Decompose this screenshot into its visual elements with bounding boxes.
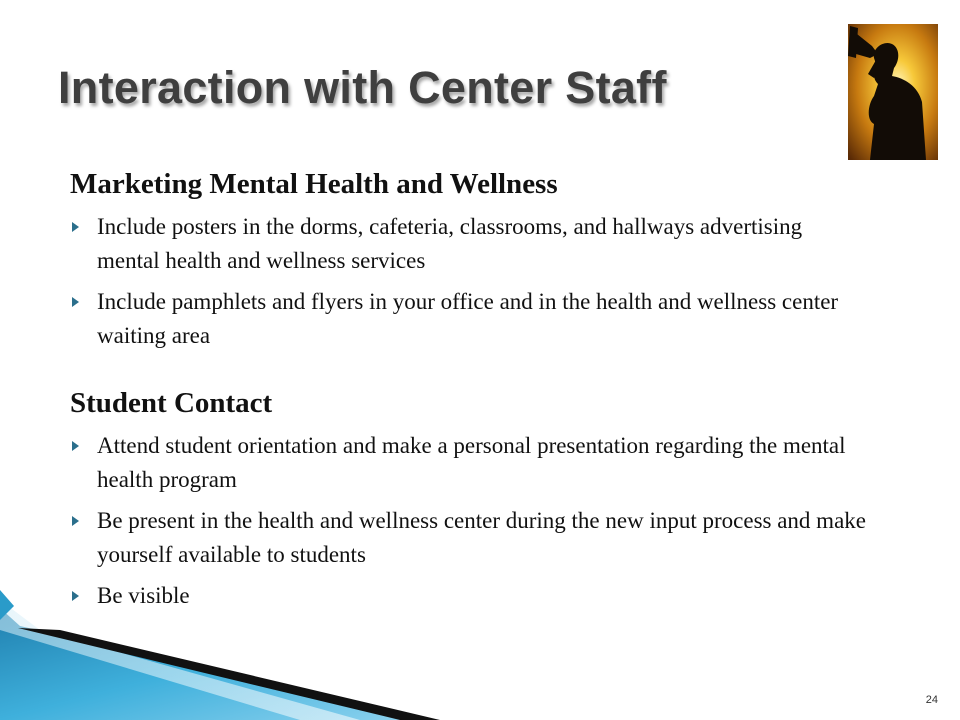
bullet-text: Be present in the health and wellness center during the new input process and make yourself available to students (97, 508, 866, 567)
section-heading-student-contact: Student Contact (70, 387, 273, 419)
arrow-bullet-icon (72, 222, 79, 232)
section-heading-marketing: Marketing Mental Health and Wellness (70, 168, 558, 200)
bullet-text: Attend student orientation and make a personal presentation regarding the mental health program (97, 433, 846, 492)
bullet-text: Include pamphlets and flyers in your office and in the health and wellness center waiting area (97, 289, 839, 348)
page-number: 24 (925, 694, 938, 706)
megaphone-photo (848, 24, 938, 160)
corner-decoration (0, 590, 600, 720)
bullet-text: Be visible (97, 583, 190, 608)
bullet-list-student-contact (70, 429, 870, 613)
arrow-bullet-icon (72, 516, 79, 526)
bullet-item (70, 285, 870, 353)
bullet-item (70, 429, 870, 497)
arrow-bullet-icon (72, 441, 79, 451)
bullet-item (70, 504, 870, 572)
bullet-item (70, 210, 870, 278)
slide-title: Interaction with Center Staff (58, 62, 667, 113)
arrow-bullet-icon (72, 297, 79, 307)
bullet-list-marketing (70, 210, 870, 353)
slide-content (70, 164, 870, 620)
bullet-text: Include posters in the dorms, cafeteria, classrooms, and hallways advertising mental health and wellness services (97, 214, 803, 273)
